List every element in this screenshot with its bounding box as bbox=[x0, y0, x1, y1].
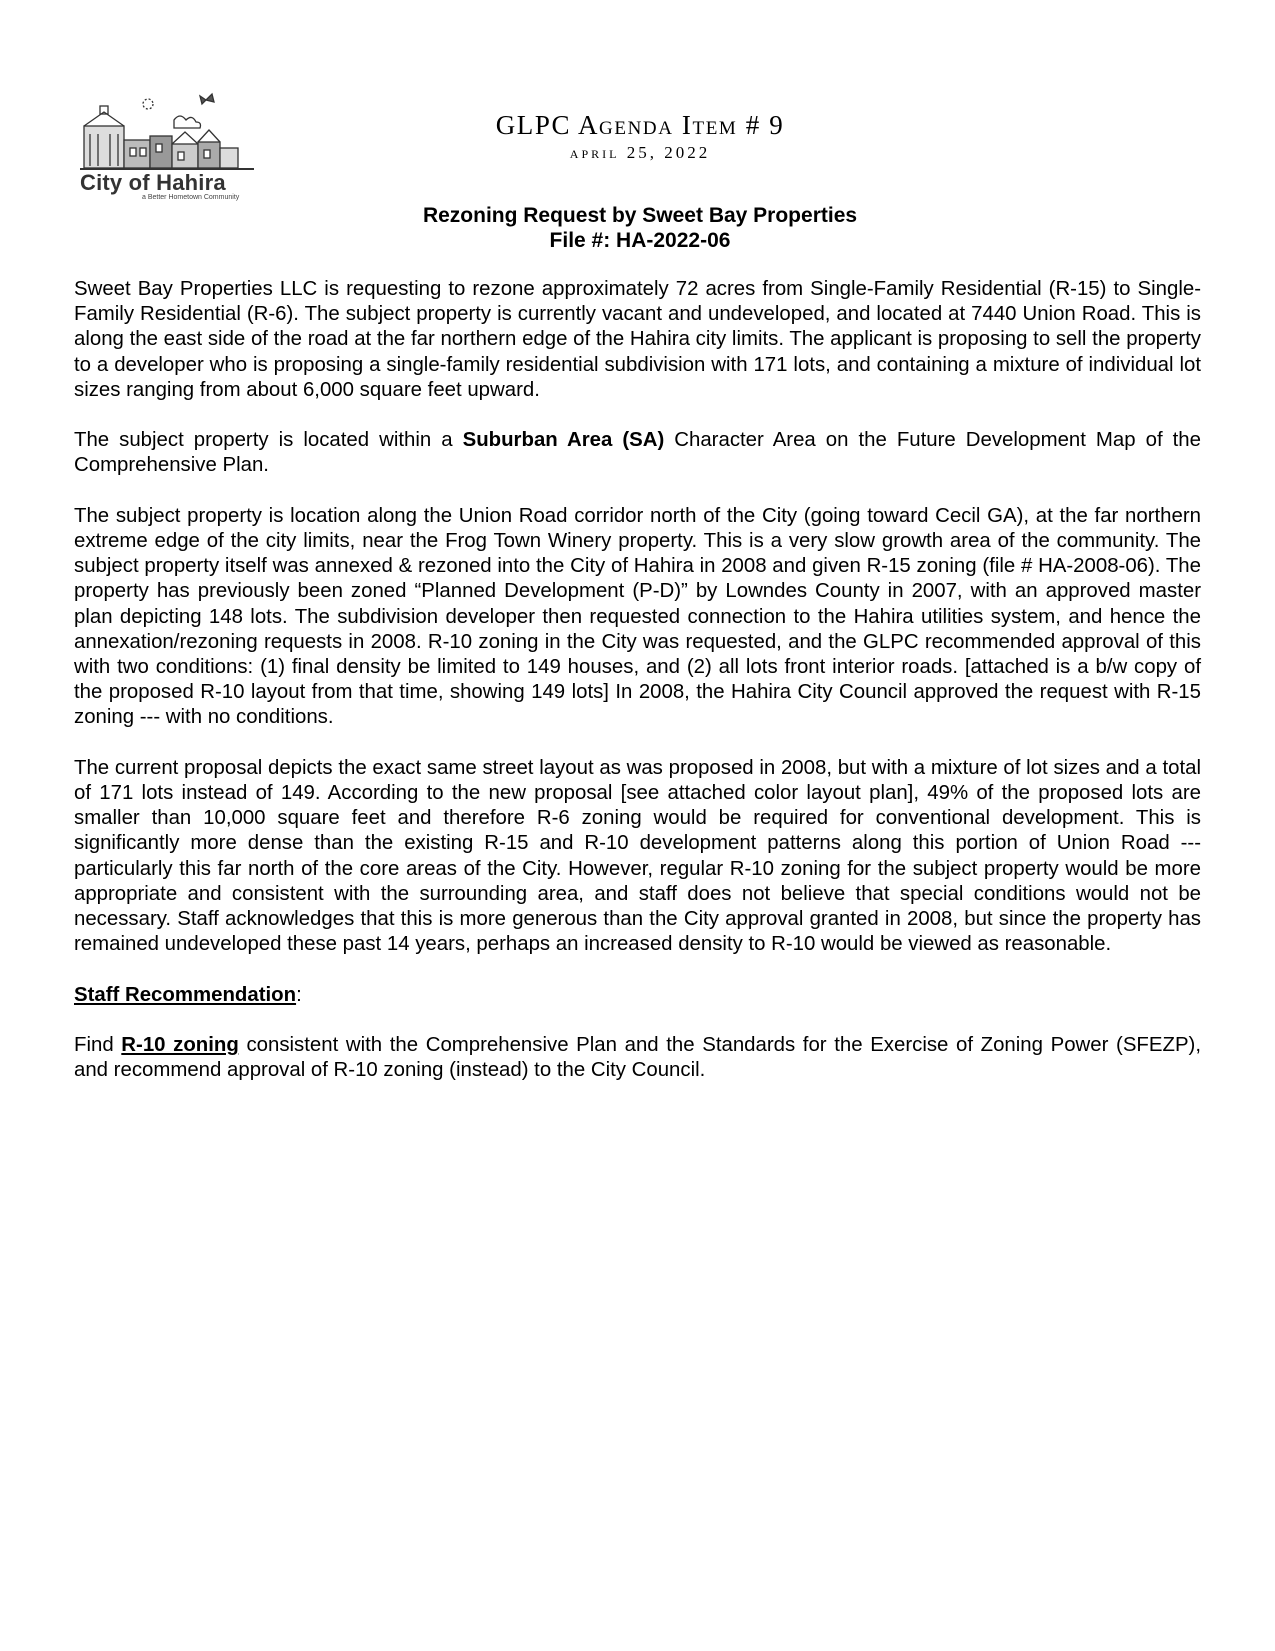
paragraph-recommendation bbox=[74, 1033, 1201, 1083]
text-segment: Find bbox=[74, 1034, 122, 1057]
logo-tagline: a Better Hometown Community bbox=[142, 194, 240, 201]
recommendation-heading bbox=[74, 983, 1201, 1008]
paragraph-character-area bbox=[74, 428, 1201, 478]
paragraph-current-proposal: The current proposal depicts the exact same street layout as was proposed in 2008, but with a mixture of lot sizes and a total of 171 lots instead of 149. According to the new proposal [see attached color layout plan], 49% of the proposed lots are smaller than 10,000 square feet and therefore R-6 zoning would be required for conventional development. This is significantly more dense than the existing R-15 and R-10 development patterns along this portion of Union Road --- particularly this far north of the core areas of the City. However, regular R-10 zoning for the subject property would be more appropriate and consistent with the surrounding area, and staff does not believe that special conditions would not be necessary. Staff acknowledges that this is more generous than the City approval granted in 2008, but since the property has remained undeveloped these past 14 years, perhaps an increased density to R-10 would be viewed as reasonable. bbox=[74, 756, 1201, 956]
document-body bbox=[74, 277, 1201, 1109]
bold-underlined-term: R-10 zoning bbox=[121, 1034, 239, 1057]
headline-title: Rezoning Request by Sweet Bay Properties bbox=[422, 204, 858, 227]
headline-file-number: File #: HA-2022-06 bbox=[549, 229, 731, 252]
agenda-date: april 25, 2022 bbox=[569, 143, 711, 162]
agenda-header bbox=[320, 110, 960, 164]
text-segment: The subject property is located within a bbox=[74, 429, 463, 452]
agenda-title: GLPC Agenda Item # 9 bbox=[495, 110, 785, 140]
text-segment: Character Area on the Future Development Map of the Comprehensive Plan. bbox=[74, 429, 1201, 477]
recommendation-heading-text: Staff Recommendation bbox=[74, 983, 297, 1006]
bold-term: Suburban Area (SA) bbox=[462, 429, 665, 452]
city-logo bbox=[72, 92, 258, 204]
paragraph-request: Sweet Bay Properties LLC is requesting to rezone approximately 72 acres from Single-Family Residential (R-15) to Single-Family Residential (R-6). The subject property is currently vacant and undeveloped, and located at 7440 Union Road. This is along the east side of the road at the far northern edge of the Hahira city limits. The applicant is proposing to sell the property to a developer who is proposing a single-family residential subdivision with 171 lots, and containing a mixture of individual lot sizes ranging from about 6,000 square feet upward. bbox=[74, 278, 1201, 401]
text-segment: consistent with the Comprehensive Plan and the Standards for the Exercise of Zoning Power (SFEZP), and recommend approval of R-10 zoning (instead) to the City Council. bbox=[74, 1034, 1201, 1082]
town-skyline-icon bbox=[78, 92, 254, 172]
paragraph-history: The subject property is location along the Union Road corridor north of the City (going toward Cecil GA), at the far northern extreme edge of the city limits, near the Frog Town Winery property. This is a very slow growth area of the community. The subject property itself was annexed & rezoned into the City of Hahira in 2008 and given R-15 zoning (file # HA-2008-06). The property has previously been zoned “Planned Development (P-D)” by Lowndes County in 2007, with an approved master plan depicting 148 lots. The subdivision developer then requested connection to the Hahira utilities system, and hence the annexation/rezoning requests in 2008. R-10 zoning in the City was requested, and the GLPC recommended approval of this with two conditions: (1) final density be limited to 149 houses, and (2) all lots front interior roads. [attached is a b/w copy of the proposed R-10 layout from that time, showing 149 lots] In 2008, the Hahira City Council approved the request with R-15 zoning --- with no conditions. bbox=[74, 504, 1201, 729]
document-headline bbox=[320, 203, 960, 253]
logo-city-name: City of Hahira bbox=[80, 170, 226, 195]
heading-colon: : bbox=[296, 983, 302, 1006]
